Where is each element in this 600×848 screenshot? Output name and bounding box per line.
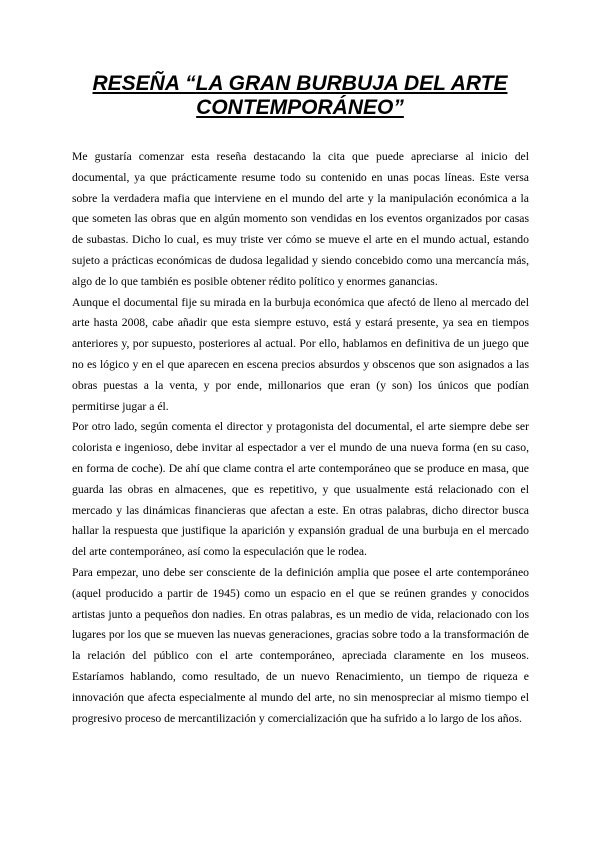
document-body bbox=[72, 147, 529, 729]
paragraph-1: Me gustaría comenzar esta reseña destacando la cita que puede apreciarse al inicio del documental, ya que prácticamente resume todo su contenido en unas pocas líneas. Este versa sobre la verdadera mafia que interviene en el mundo del arte y la manipulación económica a la que someten las obras que en algún momento son vendidas en los eventos organizados por casas de subastas. Dicho lo cual, es muy triste ver cómo se mueve el arte en el mundo actual, estando sujeto a prácticas económicas de dudosa legalidad y siendo concebido como una mercancía más, algo de lo que también es posible obtener rédito político y enormes ganancias. bbox=[72, 150, 529, 288]
title-line-1: RESEÑA “LA GRAN BURBUJA DEL ARTE bbox=[92, 72, 508, 95]
paragraph-2: Aunque el documental fije su mirada en la burbuja económica que afectó de lleno al mercado del arte hasta 2008, cabe añadir que esta siempre estuvo, está y estará presente, ya sea en tiempos anteriores y, por supuesto, posteriores al actual. Por ello, hablamos en definitiva de un juego que no es lógico y en el que aparecen en escena precios absurdos y obscenos que son asignados a las obras puestas a la venta, y por ende, millonarios que eran (y son) los únicos que podían permitirse jugar a él. bbox=[72, 295, 529, 413]
title-line-2: CONTEMPORÁNEO” bbox=[196, 96, 404, 119]
paragraph-3: Por otro lado, según comenta el director y protagonista del documental, el arte siempre debe ser colorista e ingenioso, debe invitar al espectador a ver el mundo de una nueva forma (en su caso, en forma de coche). De ahí que clame contra el arte contemporáneo que se produce en masa, que guarda las obras en almacenes, que es repetitivo, y que usualmente está relacionado con el mercado y las dinámicas financieras que afectan a este. En otras palabras, dicho director busca hallar la respuesta que justifique la aparición y expansión gradual de una burbuja en el mercado del arte contemporáneo, así como la especulación que le rodea. bbox=[72, 420, 529, 559]
document-title bbox=[40, 72, 560, 120]
paragraph-4: Para empezar, uno debe ser consciente de la definición amplia que posee el arte contemporáneo (aquel producido a partir de 1945) como un espacio en el que se reúnen grandes y conocidos artistas junto a pequeños don nadies. En otras palabras, es un medio de vida, relacionado con los lugares por los que se mueven las nuevas generaciones, gracias sobre todo a la transformación de la relación del público con el arte contemporáneo, apreciada claramente en los museos. Estaríamos hablando, como resultado, de un nuevo Renacimiento, un tiempo de riqueza e innovación que afecta especialmente al mundo del arte, no sin menospreciar al mismo tiempo el progresivo proceso de mercantilización y comercialización que ha sufrido a lo largo de los años. bbox=[72, 565, 529, 725]
